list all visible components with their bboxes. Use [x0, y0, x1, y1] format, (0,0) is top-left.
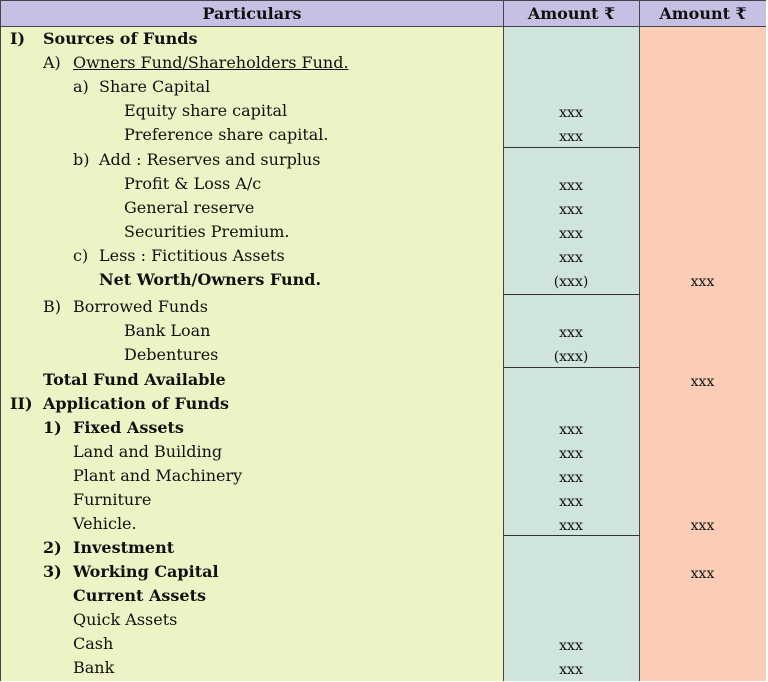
row-label: Vehicle. [73, 514, 137, 533]
row-label: Sources of Funds [43, 29, 198, 48]
amount1-value: xxx [559, 638, 583, 654]
table-row [1, 268, 766, 292]
row-number: 2) [43, 538, 62, 557]
amount1-value: xxx [559, 250, 583, 266]
amount1-value: xxx [559, 226, 583, 242]
row-label: Less : Fictitious Assets [99, 246, 285, 265]
table-row [1, 51, 766, 75]
row-label: Add : Reserves and surplus [99, 150, 321, 169]
table-row [1, 75, 766, 99]
amount1-value: xxx [559, 325, 583, 341]
table-row [1, 220, 766, 244]
table-row [1, 295, 766, 319]
table-row [1, 123, 766, 147]
amount1-value: xxx [559, 422, 583, 438]
row-label: General reserve [124, 198, 255, 217]
table-row [1, 656, 766, 680]
amount1-value: xxx [559, 202, 583, 218]
table-row [1, 416, 766, 440]
row-number: A) [43, 53, 61, 72]
header-amount-2: Amount ₹ [639, 1, 766, 27]
header-particulars: Particulars [1, 1, 503, 27]
row-label: Profit & Loss A/c [124, 174, 262, 193]
row-label: Share Capital [99, 77, 211, 96]
row-number: b) [73, 150, 90, 169]
row-label: Plant and Machinery [73, 466, 243, 485]
amount2-value: xxx [690, 566, 715, 582]
amount2-value: xxx [690, 374, 715, 390]
row-label: Owners Fund/Shareholders Fund. [73, 53, 349, 72]
amount1-value: xxx [559, 129, 583, 145]
table-row [1, 196, 766, 220]
table-row [1, 99, 766, 123]
table-row [1, 464, 766, 488]
row-label: Fixed Assets [73, 418, 184, 437]
row-label: Investment [73, 538, 175, 557]
row-number: c) [73, 246, 89, 265]
table-row [1, 368, 766, 392]
table-row [1, 343, 766, 367]
amount1-value: xxx [559, 105, 583, 121]
row-label: Quick Assets [73, 610, 178, 629]
row-label: Total Fund Available [43, 370, 226, 389]
row-number: 3) [43, 562, 62, 581]
amount1-value: xxx [559, 518, 583, 534]
row-label: Application of Funds [43, 394, 230, 413]
table-row [1, 584, 766, 608]
amount2-value: xxx [690, 518, 715, 534]
table-row [1, 172, 766, 196]
table-row [1, 319, 766, 343]
table-row [1, 488, 766, 512]
row-number: a) [73, 77, 89, 96]
row-label: Furniture [73, 490, 152, 509]
row-label: Preference share capital. [124, 125, 329, 144]
row-label: Bank [73, 658, 115, 677]
amount1-value: xxx [559, 494, 583, 510]
row-label: Net Worth/Owners Fund. [99, 270, 322, 289]
amount1-value: (xxx) [553, 349, 589, 365]
amount1-value: xxx [559, 178, 583, 194]
row-label: Cash [73, 634, 114, 653]
table-row [1, 27, 766, 51]
row-label: Land and Building [73, 442, 223, 461]
table-row [1, 632, 766, 656]
amount1-value: (xxx) [553, 274, 589, 290]
row-number: 1) [43, 418, 62, 437]
table-row [1, 560, 766, 584]
row-number: I) [10, 29, 26, 48]
row-label: Bank Loan [124, 321, 211, 340]
table-row [1, 148, 766, 172]
table-row [1, 512, 766, 536]
amount1-value: xxx [559, 470, 583, 486]
row-label: Securities Premium. [124, 222, 290, 241]
row-label: Debentures [124, 345, 219, 364]
table-row [1, 392, 766, 416]
row-label: Current Assets [73, 586, 207, 605]
row-label: Working Capital [73, 562, 219, 581]
row-label: Borrowed Funds [73, 297, 208, 316]
row-number: B) [43, 297, 61, 316]
table-row [1, 608, 766, 632]
amount1-value: xxx [559, 446, 583, 462]
row-number: II) [10, 394, 33, 413]
table-row [1, 244, 766, 268]
table-row [1, 536, 766, 560]
header-amount-1: Amount ₹ [503, 1, 639, 27]
amount2-value: xxx [690, 274, 715, 290]
table-row [1, 440, 766, 464]
row-label: Equity share capital [124, 101, 288, 120]
amount1-value: xxx [559, 662, 583, 678]
